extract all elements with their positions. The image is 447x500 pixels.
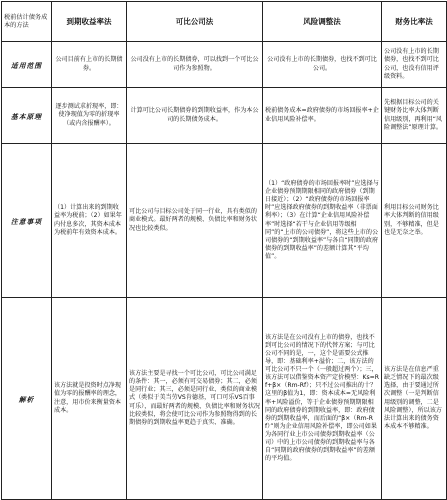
cell-analysis-risk: 该方法是在公司没有上市的债券，也找不到可比公司的情况下的代替方案；与可比公司不同的是，一，这个是需要公式推导，即：基础利率+溢价；二，该方法的可比公司不只一个（一般超过两个）；三，该方法可以借鉴资本资产定价模型：Ks=Rf+β×（Rm-Rf）；只不过公司推出的十？这里的β值为1，即：资本成本=无风险利率+风险溢价，等于企业债券预期期限相同的政府债券的到期收益率，即：政府债券的到期收益率，而后面的“β×（Rm-Rf）”则为企业信用风险补偿率，即公司如果为各同行业上市公司债券到期收益率（公司）中的上市公司债券的到期收益率与各自“同期的政府债券的到期收益率”的差额的平均值。 xyxy=(263,298,382,500)
cell-scope-risk: 公司没有上市的长期债券，也找不到可比公司。 xyxy=(263,42,382,88)
cell-notes-ratio: 利用目标公司财务比率大体判断的信用级别，不够精准，但是也是无奈之举。 xyxy=(382,144,447,298)
row-scope xyxy=(2,42,447,88)
row-principle xyxy=(2,88,447,144)
header-financial-ratio-method: 财务比率法 xyxy=(382,2,447,42)
cell-scope-comparable: 公司没有上市的长期债券，可以找到一个可比公司作为参照物。 xyxy=(127,42,263,88)
cell-analysis-ratio: 该方法是在信息严重缺乏情况下的最次级选择，由于要通过所次调整（一是判断信用级别的调整，二是风险调整），所以该方法计算出来的债务资本成本不够精准。 xyxy=(382,298,447,500)
cell-notes-risk: （1）“政府债券的市场回报率时”应选择与企业债券预期期限相同的政府债券（到期日接近）；（2）“政府债券的市场回报率时”应选择政府债券的到期收益率（非票面利率）；（3）在计算“企业信用风险补偿率”时选择“若干与企业信用等级相同”的“上市的公司债券”，将这些上市的公司债券的“到期收益率”与各自“同期的政府债券的到期收益率”的差额计算其“平均值”。 xyxy=(263,144,382,298)
cell-analysis-ytm: 该方法就是投资时点净现值为零的报酬率的理念，注意，用市价来衡量资本成本。 xyxy=(52,298,127,500)
cell-principle-comparable: 计算可比公司长期债券的到期收益率，作为本公司的长期债务成本。 xyxy=(127,88,263,144)
row-analysis xyxy=(2,298,447,500)
header-comparable-company-method: 可比公司法 xyxy=(127,2,263,42)
row-notes xyxy=(2,144,447,298)
cell-notes-ytm: （1）计算出来的到期收益率为税前；（2）如果年内付息多次，其资本成本为税前年有效资本成本。 xyxy=(52,144,127,298)
cell-scope-ratio: 公司没有上市的长期债券，也找不到可比公司，也没有信用评级资料。 xyxy=(382,42,447,88)
row-label-analysis: 解析 xyxy=(2,298,52,500)
header-row xyxy=(2,2,447,42)
cell-principle-ytm: 逐步测试求折现率，即：使净现值为零的折现率（或内含报酬率）。 xyxy=(52,88,127,144)
cell-scope-ytm: 公司目前有上市的长期债券。 xyxy=(52,42,127,88)
cell-analysis-comparable: 该方法主要是寻找一个可比公司，可比公司满足的条件：其一，必须有可交易债券；其二，必须是同行业；其三，必须是同行业、类似的商业模式（类似于美当劳VS肯德基，可口可乐VS百事可乐），而最好两者的规模、负债比率和财务状况比较类似，将会使可比公司作为参照物得到的长期债券的到期收益率更趋于真实、准确。 xyxy=(127,298,263,500)
cell-notes-comparable: 可比公司与目标公司处于同一行业，具有类似的商业模式。最好两者的规模、负债比率和财务状况也比较类似。 xyxy=(127,144,263,298)
row-label-notes: 注意事项 xyxy=(2,144,52,298)
cell-principle-ratio: 先根据目标公司的关键财务比率大体判断信用级别，再利用“风险调整法”原理计算。 xyxy=(382,88,447,144)
corner-header: 税前估计债务成本的方法 xyxy=(2,2,52,42)
header-ytm-method: 到期收益率法 xyxy=(52,2,127,42)
header-risk-adjustment-method: 风险调整法 xyxy=(263,2,382,42)
row-label-principle: 基本原理 xyxy=(2,88,52,144)
row-label-scope: 适用范围 xyxy=(2,42,52,88)
cell-principle-risk: 税前债务成本=政府债券的市场回报率+企业信用风险补偿率。 xyxy=(263,88,382,144)
cost-of-debt-methods-table xyxy=(1,1,447,500)
